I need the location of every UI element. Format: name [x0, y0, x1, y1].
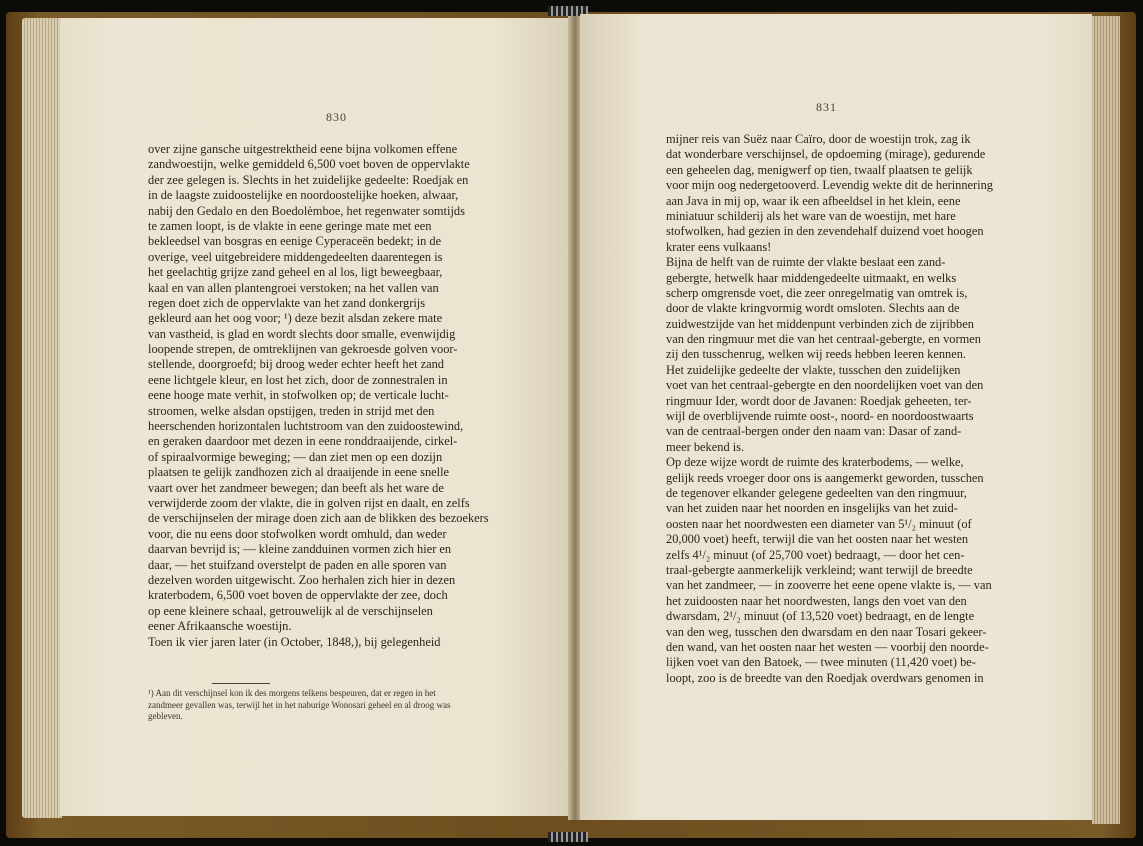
text-line: mijner reis van Suëz naar Caïro, door de woestijn trok, zag ik — [666, 132, 971, 146]
text-line: van de centraal-bergen onder den naam van: Dasar of zand- — [666, 424, 962, 439]
text-line: een geheelen dag, menigwerf op tien, twaalf plaatsen te gelijk — [666, 162, 973, 177]
text-line: daar, — het stuifzand overstelpt de paden en alle sporen van — [148, 557, 447, 572]
text-line: het zuidoosten naar het noordwesten, langs den voet van den — [666, 593, 967, 608]
text-line: verwijderde zoom der vlakte, die in golven rijst en daalt, en zelfs — [148, 495, 470, 510]
text-line: door de vlakte kringvormig wordt omsloten. Slechts aan de — [666, 301, 960, 316]
text-line: gebleven. — [148, 711, 183, 721]
text-line: te zamen loopt, is de vlakte in eene geringe mate met een — [148, 218, 432, 233]
text-line: en geraken daardoor met dezen in eene ronddraaijende, cirkel- — [148, 434, 458, 449]
text-line: op eene kleinere schaal, getrouwelijk al de verschijnselen — [148, 603, 433, 618]
text-line: voor, die nu eens door stofwolken wordt omhuld, dan weder — [148, 526, 447, 541]
text-line: de verschijnselen der mirage doen zich aan de blikken des bezoekers — [148, 511, 489, 526]
text-line: voor mijn oog nedergetooverd. Levendig wekte dit de herinnering — [666, 178, 993, 193]
page-edges-right — [1092, 16, 1120, 824]
text-line: voet van het centraal-gebergte en den noordelijken voet van den — [666, 378, 984, 393]
text-line: regen doet zich de oppervlakte van het zand donkergrijs — [148, 295, 426, 310]
text-line: Toen ik vier jaren later (in October, 1848,), bij gelegenheid — [148, 634, 441, 649]
text-line: scherp omgrensde voet, die zeer onregelmatig van omtrek is, — [666, 285, 968, 300]
spine-bottom — [548, 832, 588, 842]
text-line: plaatsen te gelijk zandhozen zich al draaijende in eene snelle — [148, 465, 450, 480]
text-line: van vastheid, is glad en wordt slechts door smalle, evenwijdig — [148, 326, 456, 341]
text-line: gekleurd aan het oog voor; ¹) deze bezit alsdan zekere mate — [148, 311, 443, 326]
text-line: oosten naar het noordwesten een diameter van 5¹/₂ minuut (of — [666, 516, 972, 531]
text-line: stofwolken, had gezien in den zevendehalf duizend voet hoogen — [666, 224, 984, 239]
body-text — [148, 142, 489, 650]
text-line: overige, veel uitgebreidere middengedeelten daarentegen is — [148, 249, 443, 264]
text-line: zandmeer gevallen was, terwijl het in het naburige Wonosari geheel en al droog was — [148, 699, 451, 710]
text-line: nabij den Gedalo en den Boedolèmboe, het regenwater somtijds — [148, 203, 465, 218]
text-line: loopende strepen, de omtreklijnen van gekroesde golven voor- — [148, 342, 458, 357]
text-line: in de laagste zuidoostelijke en noordoostelijke hoeken, alwaar, — [148, 188, 459, 203]
text-line: van het zandmeer, — in zooverre het eene opene vlakte is, — van — [666, 578, 992, 593]
footnote-divider — [212, 683, 270, 684]
page-number: 830 — [326, 110, 347, 124]
page-edges-left — [22, 18, 62, 818]
footnotes — [148, 688, 451, 723]
text-line: het geelachtig grijze zand geheel en al los, ligt beweegbaar, — [148, 265, 443, 280]
text-line: eene lichtgele kleur, en lost het zich, door de zonnestralen in — [148, 372, 448, 387]
text-line: ¹) Aan dit verschijnsel kon ik des morgens telkens bespeuren, dat er regen in het — [148, 688, 436, 698]
text-line: stroomen, welke alsdan opstijgen, treden in strijd met den — [148, 403, 435, 418]
text-line: den wand, van het oosten naar het westen — voorbij den noorde- — [666, 639, 989, 654]
text-line: der zee gelegen is. Slechts in het zuidelijke gedeelte: Roedjak en — [148, 172, 469, 187]
text-line: eene hooge mate verhit, in stofwolken op; de verticale lucht- — [148, 388, 449, 403]
text-line: lijken voet van den Batoek, — twee minuten (11,420 voet) be- — [666, 655, 976, 670]
text-line: zuidwestzijde van het middenpunt verbinden zich de zijribben — [666, 316, 974, 331]
text-line: van het zuiden naar het noorden en insgelijks van het zuid- — [666, 501, 958, 516]
text-line: van den ringmuur met die van het centraal-gebergte, en vormen — [666, 332, 981, 347]
text-line: Op deze wijze wordt de ruimte des kraterbodems, — welke, — [666, 455, 964, 470]
text-line: 20,000 voet) heeft, terwijl die van het oosten naar het westen — [666, 532, 969, 547]
text-line: daarvan bevrijd is; — kleine zandduinen vormen zich hier en — [148, 542, 452, 557]
text-line: zandwoestijn, welke gemiddeld 6,500 voet boven de oppervlakte — [148, 157, 470, 172]
body-text — [666, 132, 993, 686]
text-line: dat wonderbare verschijnsel, de opdoeming (mirage), gedurende — [666, 147, 986, 162]
text-line: of spiraalvormige beweging; — dan ziet men op een dozijn — [148, 449, 443, 464]
text-line: meer bekend is. — [666, 439, 745, 454]
text-line: aan Java in mij op, waar ik een afbeeldsel in het klein, eene — [666, 193, 961, 208]
text-line: ringmuur Ider, wordt door de Javanen: Roedjak geheeten, ter- — [666, 393, 972, 408]
text-line: wijl de overblijvende ruimte oost-, noord- en noordoostwaarts — [666, 409, 974, 424]
text-line: miniatuur schilderij als het ware van de woestijn, met hare — [666, 208, 956, 223]
text-line: dwarsdam, 2¹/₂ minuut (of 13,520 voet) bedraagt, en de lengte — [666, 609, 975, 624]
text-line: de tegenover elkander gelegene gedeelten van den ringmuur, — [666, 485, 967, 500]
text-line: vaart over het zandmeer bewegen; dan beeft als het ware de — [148, 480, 444, 495]
text-line: bekleedsel van bosgras en eenige Cyperaceën bedekt; in de — [148, 234, 442, 249]
text-line: van den weg, tusschen den dwarsdam en den naar Tosari gekeer- — [666, 624, 987, 639]
text-line: krater eens vulkaans! — [666, 239, 772, 254]
text-line: traal-gebergte aanmerkelijk verkleind; want terwijl de breedte — [666, 562, 973, 577]
text-line: gebergte, hetwelk haar middengedeelte uitmaakt, en welks — [666, 270, 957, 285]
text-line: kaal en van allen plantengroei verstoken; na het vallen van — [148, 280, 439, 295]
text-line: Bijna de helft van de ruimte der vlakte beslaat een zand- — [666, 255, 946, 270]
text-line: dezelven worden uitgewischt. Zoo herhalen zich hier in dezen — [148, 572, 456, 587]
right-page — [580, 14, 1092, 820]
text-line: eener Afrikaansche woestijn. — [148, 619, 292, 634]
text-line: zij den tusschenrug, welken wij reeds hebben leeren kennen. — [666, 347, 967, 362]
left-page — [60, 18, 570, 816]
text-line: loopt, zoo is de breedte van den Roedjak overdwars genomen in — [666, 670, 984, 685]
text-line: stellende, doorgroefd; bij droog weder echter heeft het zand — [148, 357, 444, 372]
text-line: gelijk reeds vroeger door ons is aangemerkt geworden, tusschen — [666, 470, 984, 485]
text-line: Het zuidelijke gedeelte der vlakte, tusschen den zuidelijken — [666, 362, 961, 377]
text-line: kraterbodem, 6,500 voet boven de oppervlakte der zee, doch — [148, 588, 448, 603]
text-line: heerschenden horizontalen luchtstroom van den zuidoostewind, — [148, 419, 464, 434]
text-line: over zijne gansche uitgestrektheid eene bijna volkomen effene — [148, 142, 458, 156]
text-line: zelfs 4¹/₂ minuut (of 25,700 voet) bedraagt, — door het cen- — [666, 547, 965, 562]
page-number: 831 — [816, 100, 837, 114]
